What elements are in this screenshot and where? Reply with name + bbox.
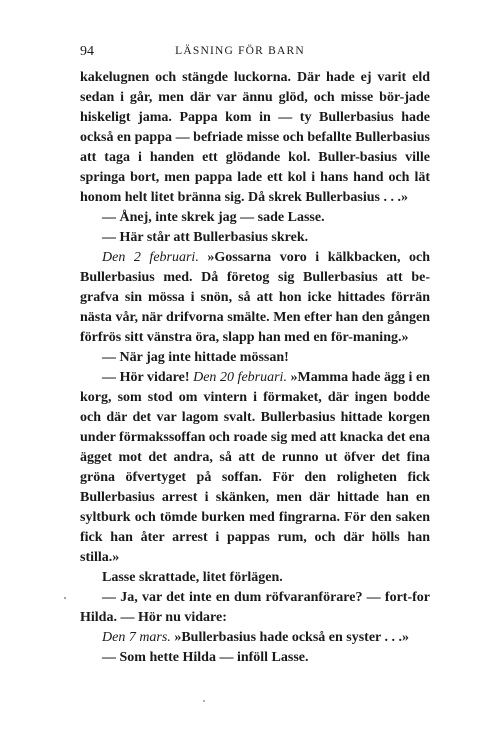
dialogue-line-5: — Som hette Hilda — inföll Lasse. (102, 650, 309, 665)
body-text (80, 68, 430, 668)
paragraph-1: kakelugnen och stängde luckorna. Där hade ej varit eld sedan i går, men där var ännu glöd, och misse bör-jade hiskeligt jama. Pappa kom in — ty Bullerbasius hade också en pappa — befriade misse och befallte Bullerbasius att taga i handen ett glödande kol. Buller-basius ville springa bort, men pappa lade ett kol i hans hand och lät honom helt litet bränna sig. Då skrek Bullerbasius . . .» (80, 70, 430, 205)
page-number: 94 (80, 44, 94, 59)
diary-entry-mar7 (80, 628, 430, 648)
date-label-feb2: Den 2 februari. (102, 250, 199, 265)
print-speck (64, 597, 66, 599)
diary-text-mar7: »Bullerbasius hade också en syster . . .» (174, 630, 410, 645)
date-label-feb20: Den 20 februari. (193, 370, 287, 385)
dialogue-line-2: — Här står att Bullerbasius skrek. (102, 230, 309, 245)
dialogue-prefix-feb20: — Hör vidare! (102, 370, 190, 385)
diary-text-feb20: »Mamma hade ägg i en korg, som stod om vintern i förmaket, där ingen bodde och där det var lagom svalt. Bullerbasius hittade korgen under förmakssoffan och roade sig med att knacka det ena ägget mot det andra, så att de runno ut öfver det fina gröna öfvertyget på soffan. För den roligheten fick Bullerbasius arrest i skänken, men där hittade han en syltburk och tömde burken med fingrarna. För den saken fick han åter arrest i pappas rum, och där hölls han stilla.» (80, 370, 431, 565)
diary-entry-feb20 (80, 368, 430, 568)
dialogue-line-4: — Ja, var det inte en dum röfvaranförare? — fort-for Hilda. — Hör nu vidare: (80, 590, 430, 625)
print-speck (203, 700, 205, 702)
running-title: LÄSNING FÖR BARN (175, 45, 305, 57)
diary-entry-feb2 (80, 248, 430, 348)
narration-line: Lasse skrattade, litet förlägen. (102, 570, 283, 585)
diary-text-feb2: »Gossarna voro i kälkbacken, och Bullerbasius med. Då företog sig Bullerbasius att be-grafva sin mössa i snön, så att hon icke hittades förrän nästa vår, när drifvorna smälte. Men efter han den gången förfrös sitt vänstra öra, slapp han med en för-maning.» (80, 250, 430, 345)
date-label-mar7: Den 7 mars. (102, 630, 171, 645)
dialogue-line-3: — När jag inte hittade mössan! (102, 350, 289, 365)
dialogue-line-1: — Ånej, inte skrek jag — sade Lasse. (102, 210, 325, 225)
